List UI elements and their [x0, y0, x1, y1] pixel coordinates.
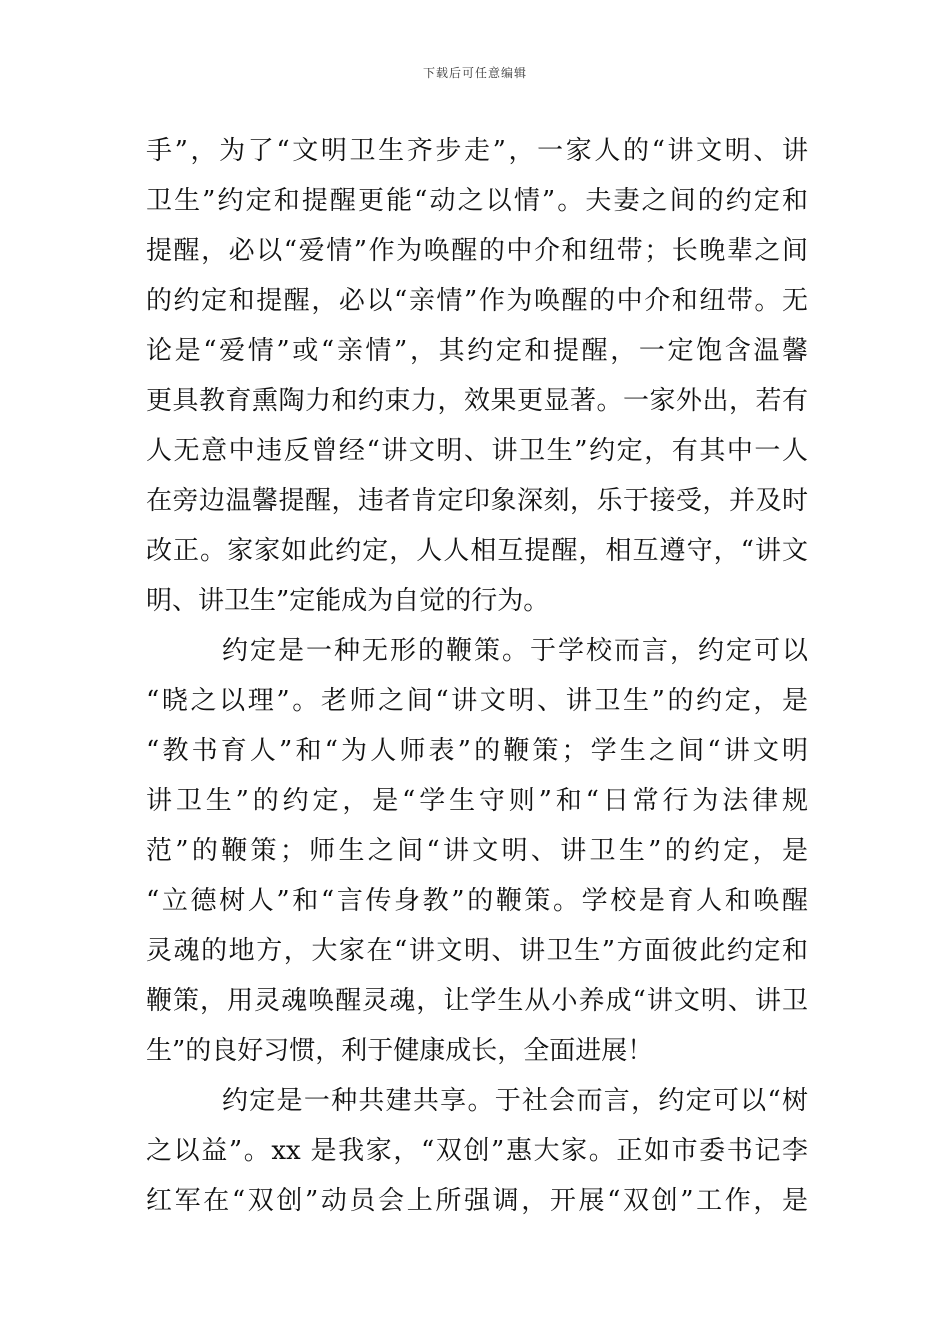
paragraph-family: [146, 126, 808, 626]
text-line: 灵魂的地方，大家在“讲文明、讲卫生”方面彼此约定和: [146, 936, 808, 966]
text-line: 鞭策，用灵魂唤醒灵魂，让学生从小养成“讲文明、讲卫: [146, 986, 808, 1016]
text-line: 的约定和提醒，必以“亲情”作为唤醒的中介和纽带。无: [146, 286, 808, 316]
text-line: 卫生”约定和提醒更能“动之以情”。夫妻之间的约定和: [146, 186, 808, 216]
text-line: “晓之以理”。老师之间“讲文明、讲卫生”的约定，是: [146, 686, 808, 716]
text-line: 讲卫生”的约定，是“学生守则”和“日常行为法律规: [146, 786, 808, 816]
text-line: 范”的鞭策；师生之间“讲文明、讲卫生”的约定，是: [146, 836, 808, 866]
paragraph-society: [146, 1076, 808, 1226]
text-line: 改正。家家如此约定，人人相互提醒，相互遵守，“讲文: [146, 536, 808, 566]
text-line: 人无意中违反曾经“讲文明、讲卫生”约定，有其中一人: [146, 436, 808, 466]
text-line: 论是“爱情”或“亲情”，其约定和提醒，一定饱含温馨: [146, 336, 808, 366]
page-header: 下载后可任意编辑: [422, 66, 527, 80]
text-line: 约定是一种无形的鞭策。于学校而言，约定可以: [222, 636, 808, 666]
text-line: 约定是一种共建共享。于社会而言，约定可以“树: [222, 1086, 808, 1116]
text-line: 生”的良好习惯，利于健康成长，全面进展！: [146, 1036, 654, 1066]
text-line: 之以益”。xx 是我家，“双创”惠大家。正如市委书记李: [146, 1136, 808, 1166]
text-line: 提醒，必以“爱情”作为唤醒的中介和纽带；长晚辈之间: [146, 236, 808, 266]
text-line: 明、讲卫生”定能成为自觉的行为。: [146, 586, 550, 616]
paragraph-school: [146, 626, 808, 1076]
text-line: 在旁边温馨提醒，违者肯定印象深刻，乐于接受，并及时: [146, 486, 808, 516]
text-line: 更具教育熏陶力和约束力，效果更显著。一家外出，若有: [146, 386, 808, 416]
text-line: “教书育人”和“为人师表”的鞭策；学生之间“讲文明: [146, 736, 808, 766]
text-line: 手”，为了“文明卫生齐步走”，一家人的“讲文明、讲: [146, 136, 808, 166]
text-line: “立德树人”和“言传身教”的鞭策。学校是育人和唤醒: [146, 886, 808, 916]
text-line: 红军在“双创”动员会上所强调，开展“双创”工作，是: [146, 1186, 808, 1216]
document-body: [146, 126, 808, 1226]
